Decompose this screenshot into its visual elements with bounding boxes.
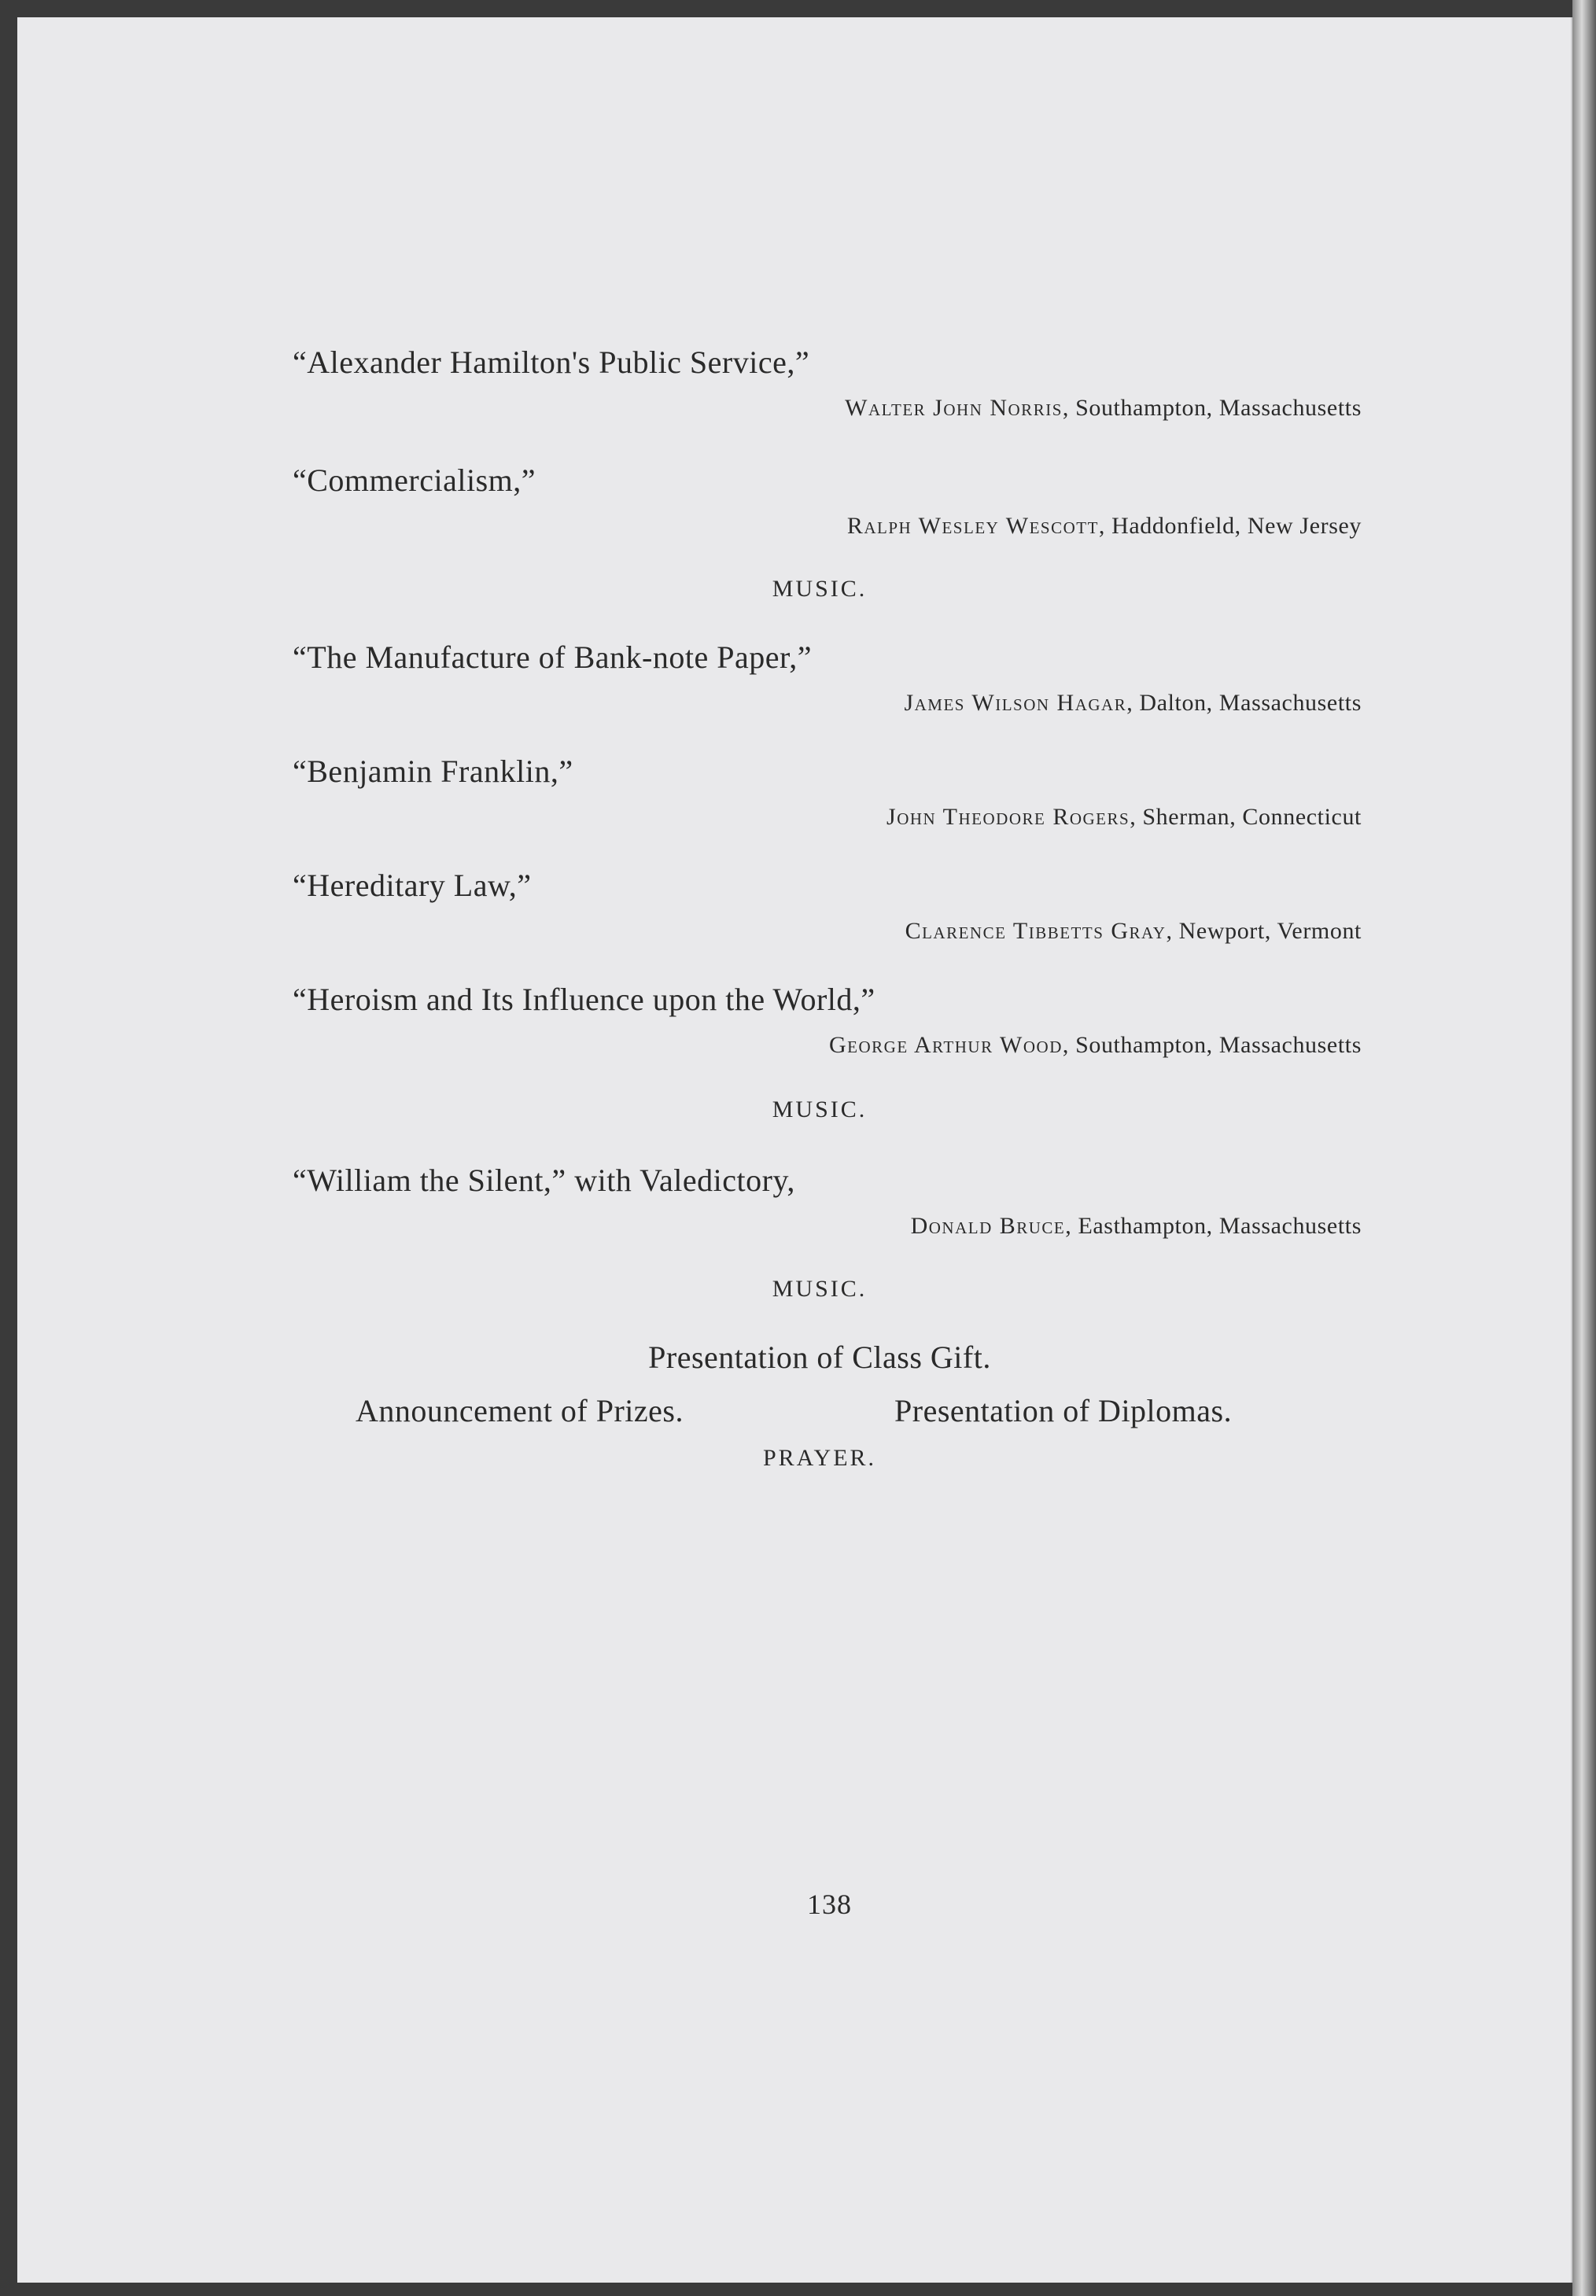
music-interlude: MUSIC.	[772, 576, 868, 602]
prizes-line: Announcement of Prizes.	[356, 1393, 684, 1428]
speaker-name: Walter John Norris	[845, 395, 1063, 421]
speaker-line	[845, 395, 1362, 422]
speaker-line	[905, 918, 1362, 945]
speaker-line	[904, 690, 1362, 717]
speaker-place: , Southampton, Massachusetts	[1062, 395, 1362, 421]
music-interlude: MUSIC.	[772, 1276, 868, 1302]
oration-title: “Hereditary Law,”	[293, 868, 532, 903]
speaker-place: , Southampton, Massachusetts	[1062, 1032, 1362, 1058]
speaker-place: , Easthampton, Massachusetts	[1065, 1213, 1362, 1239]
oration-title: “Alexander Hamilton's Public Service,”	[293, 345, 810, 380]
music-interlude: MUSIC.	[772, 1096, 868, 1122]
oration-title: “Commercialism,”	[293, 463, 536, 498]
speaker-line	[886, 804, 1362, 831]
speaker-place: , Newport, Vermont	[1166, 918, 1362, 944]
book-page	[17, 17, 1576, 2283]
oration-title: “William the Silent,” with Valedictory,	[293, 1163, 795, 1198]
page-number: 138	[807, 1889, 852, 1920]
diplomas-line: Presentation of Diplomas.	[894, 1393, 1233, 1428]
oration-title: “The Manufacture of Bank-note Paper,”	[293, 639, 812, 675]
oration-title: “Heroism and Its Influence upon the World,”	[293, 982, 875, 1017]
speaker-name: George Arthur Wood	[829, 1032, 1063, 1058]
class-gift-line: Presentation of Class Gift.	[648, 1340, 991, 1375]
speaker-name: Clarence Tibbetts Gray	[905, 918, 1167, 944]
speaker-place: , Dalton, Massachusetts	[1126, 690, 1362, 716]
speaker-name: Donald Bruce	[910, 1213, 1066, 1239]
oration-title: “Benjamin Franklin,”	[293, 754, 573, 789]
prayer-line: PRAYER.	[762, 1445, 877, 1471]
speaker-name: John Theodore Rogers	[886, 804, 1130, 830]
speaker-line	[911, 1213, 1362, 1240]
book-binding-edge	[1572, 0, 1596, 2296]
speaker-name: Ralph Wesley Wescott	[846, 513, 1099, 539]
speaker-place: , Sherman, Connecticut	[1130, 804, 1362, 830]
speaker-place: , Haddonfield, New Jersey	[1098, 513, 1362, 539]
speaker-line	[829, 1032, 1362, 1059]
speaker-line	[847, 513, 1362, 540]
speaker-name: James Wilson Hagar	[904, 690, 1127, 716]
